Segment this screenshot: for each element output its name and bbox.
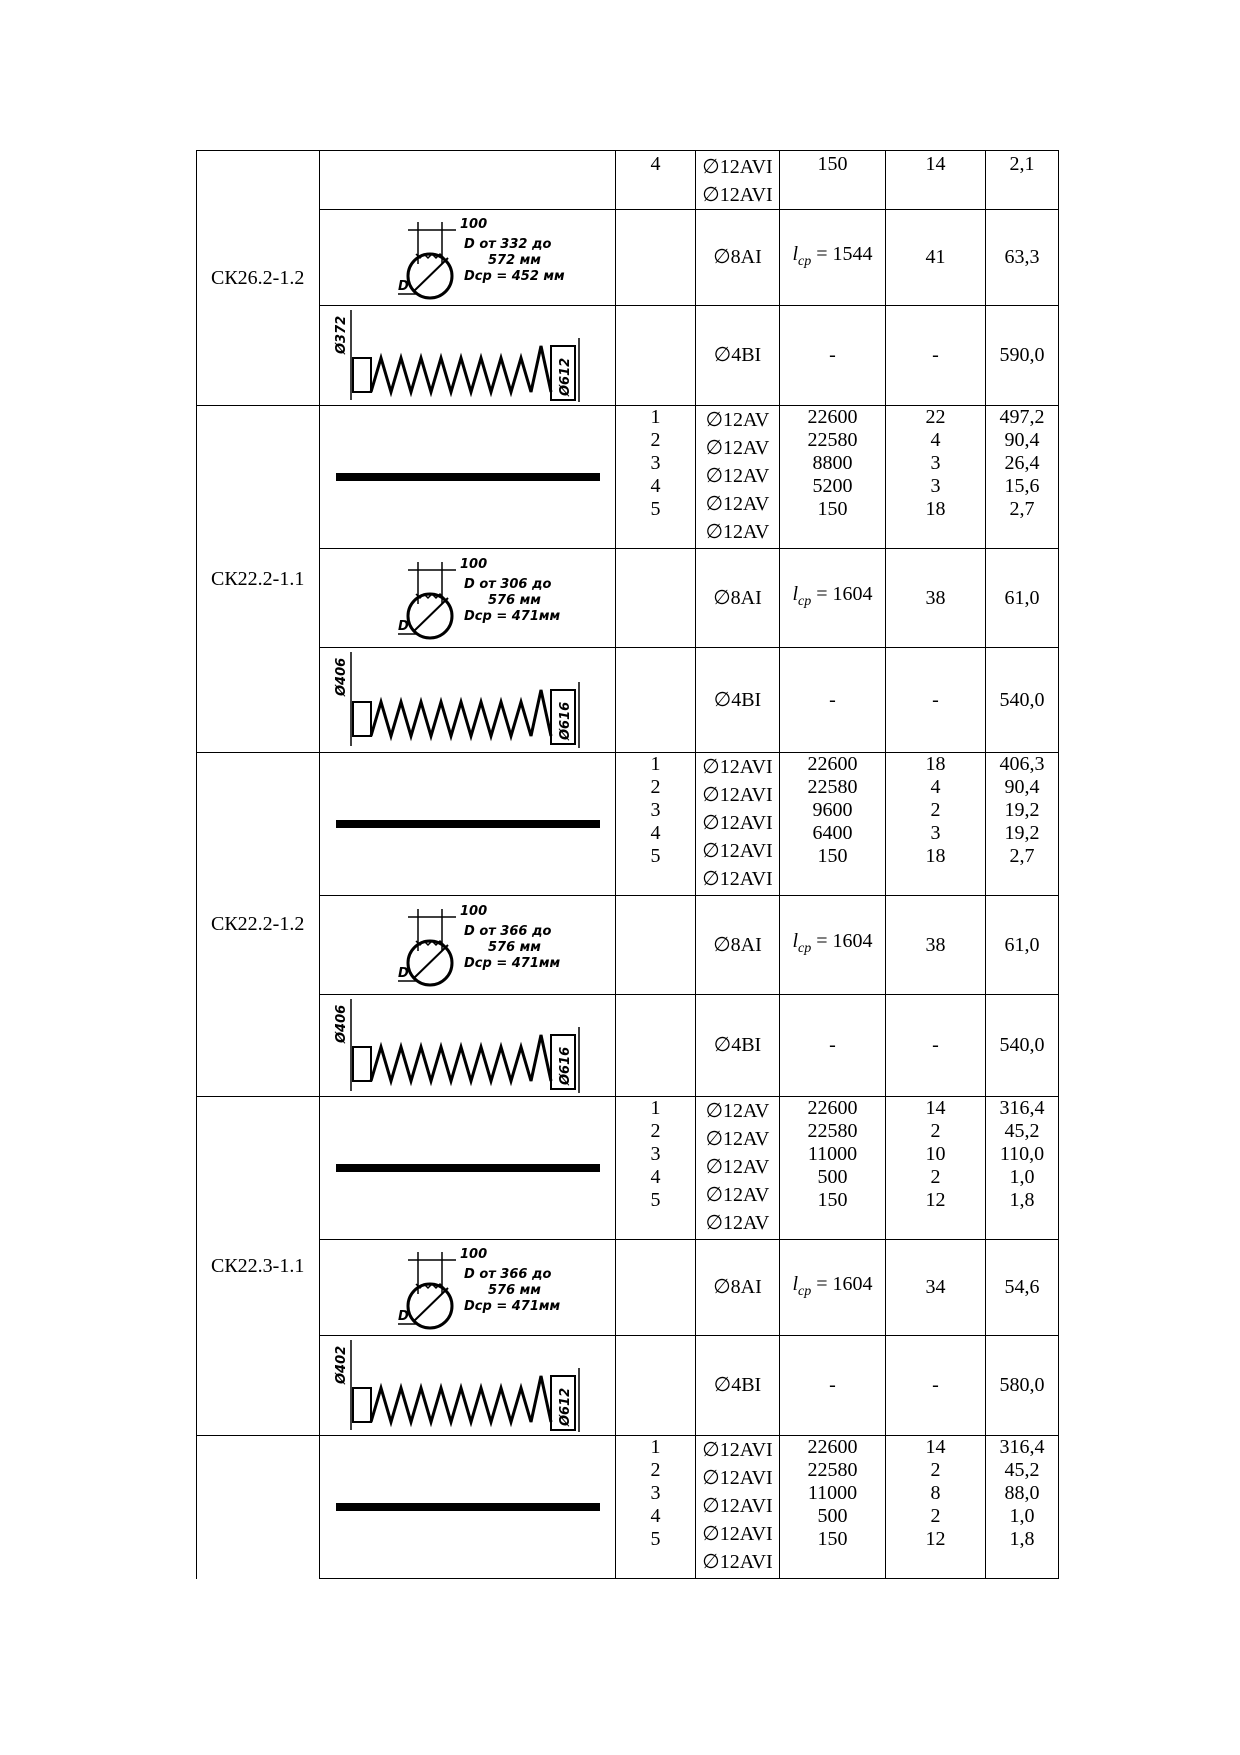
rod-drawing-cell (320, 753, 616, 896)
ring-drawing (368, 214, 568, 302)
steel-grade: ∅8AI (713, 586, 762, 609)
position-cell (616, 306, 696, 406)
steel-grade: ∅12AVI (702, 156, 773, 178)
steel-cell (696, 995, 780, 1097)
drawing-cell-empty (320, 151, 616, 210)
ring-drawing-cell (320, 549, 616, 648)
mass-cell (986, 753, 1059, 896)
count-cell (886, 995, 986, 1097)
dim-100-label: 100 (459, 1246, 487, 1262)
steel-cell (696, 1436, 780, 1579)
length-value: 500 (817, 1166, 848, 1188)
length-value: 150 (817, 845, 848, 867)
spiral-left-diameter: Ø406 (333, 1004, 349, 1043)
count-value: 2 (930, 1120, 941, 1142)
steel-cell (696, 896, 780, 995)
mass-value: 540,0 (999, 1034, 1045, 1056)
spiral-drawing-cell (320, 648, 616, 753)
steel-grade: ∅12AVI (702, 756, 773, 778)
lcp-label: l (792, 1272, 799, 1295)
position-number: 3 (650, 1482, 661, 1504)
mass-cell (986, 1336, 1059, 1436)
steel-grade: ∅8AI (713, 933, 762, 956)
count-cell (886, 210, 986, 306)
mass-value: 540,0 (999, 688, 1045, 711)
steel-grade: ∅12AV (705, 1184, 770, 1206)
count-value: 3 (930, 475, 941, 497)
steel-grade: ∅12AVI (702, 1495, 773, 1517)
lcp-subscript: ср (798, 594, 812, 609)
spiral-drawing (323, 997, 613, 1095)
steel-grade: ∅12AVI (702, 1467, 773, 1489)
length-value: - (829, 344, 836, 366)
count-cell (886, 1436, 986, 1579)
mass-value: 590,0 (999, 344, 1045, 366)
mass-cell (986, 648, 1059, 753)
steel-cell (696, 151, 780, 210)
mass-value: 19,2 (1004, 822, 1040, 844)
lcp-subscript: ср (798, 941, 812, 956)
length-value: 22600 (807, 753, 858, 775)
steel-grade: ∅12AV (705, 437, 770, 459)
count-value: 4 (930, 776, 941, 798)
count-cell (886, 151, 986, 210)
reinforcement-specification-table (196, 150, 1059, 1579)
spiral-drawing-cell (320, 1336, 616, 1436)
position-number: 5 (650, 498, 661, 520)
mass-value: 580,0 (999, 1374, 1045, 1396)
count-value: - (932, 1374, 939, 1396)
count-value: 14 (925, 1097, 946, 1119)
length-cell (780, 1436, 886, 1579)
length-value: 150 (817, 1189, 848, 1211)
steel-grade: ∅12AVI (702, 840, 773, 862)
length-value: 22600 (807, 1436, 858, 1458)
rod-drawing (336, 472, 600, 482)
count-value: 12 (925, 1189, 946, 1211)
length-value: 500 (817, 1505, 848, 1527)
table-row (197, 210, 1059, 306)
count-value: 14 (925, 153, 946, 175)
length-value: 22600 (807, 406, 858, 428)
mass-value: 316,4 (999, 1097, 1045, 1119)
rod-drawing-cell (320, 1436, 616, 1579)
spiral-right-diameter: Ø612 (557, 1387, 573, 1426)
count-value: - (932, 344, 939, 366)
mass-value: 90,4 (1004, 776, 1040, 798)
position-number: 3 (650, 452, 661, 474)
mass-cell (986, 1436, 1059, 1579)
length-cell (780, 406, 886, 549)
steel-grade: ∅12AVI (702, 784, 773, 806)
steel-grade: ∅12AV (705, 521, 770, 543)
count-value: 34 (925, 1276, 946, 1298)
position-number: 5 (650, 1528, 661, 1550)
lcp-value: = 1604 (816, 583, 873, 605)
product-mark: СК22.3-1.1 (211, 1254, 305, 1277)
mass-value: 15,6 (1004, 475, 1040, 497)
spiral-left-diameter: Ø372 (333, 315, 349, 354)
mass-value: 316,4 (999, 1436, 1045, 1458)
d-range-label: D от 306 до (463, 577, 551, 592)
product-mark: СК22.2-1.2 (211, 913, 305, 935)
ring-drawing-cell (320, 896, 616, 995)
steel-grade: ∅12AV (705, 465, 770, 487)
steel-cell (696, 1336, 780, 1436)
mass-cell (986, 549, 1059, 648)
position-cell (616, 1097, 696, 1240)
length-cell (780, 210, 886, 306)
count-cell (886, 648, 986, 753)
length-value: 11000 (807, 1482, 858, 1504)
steel-cell (696, 648, 780, 753)
position-number: 1 (650, 1436, 661, 1458)
steel-cell (696, 306, 780, 406)
table-row (197, 306, 1059, 406)
steel-grade: ∅12AVI (702, 184, 773, 206)
dim-100-label: 100 (459, 557, 487, 572)
count-value: - (932, 688, 939, 711)
mass-value: 88,0 (1004, 1482, 1040, 1504)
position-cell (616, 648, 696, 753)
mass-value: 1,8 (1009, 1528, 1035, 1550)
count-cell (886, 549, 986, 648)
count-value: 14 (925, 1436, 946, 1458)
position-number: 4 (650, 153, 661, 175)
count-cell (886, 1097, 986, 1240)
rod-drawing-cell (320, 406, 616, 549)
d-average-label: Dср = 452 мм (463, 268, 565, 284)
position-number: 2 (650, 776, 661, 798)
count-value: 3 (930, 452, 941, 474)
mass-value: 61,0 (1004, 933, 1040, 956)
d-range-label-2: 576 мм (487, 940, 541, 955)
mass-cell (986, 995, 1059, 1097)
position-cell (616, 1336, 696, 1436)
steel-cell (696, 1097, 780, 1240)
lcp-subscript: ср (798, 253, 812, 269)
ring-drawing (368, 554, 568, 642)
steel-grade: ∅12AV (705, 1128, 770, 1150)
steel-grade: ∅12AV (705, 1100, 770, 1122)
length-value: 9600 (812, 799, 853, 821)
steel-grade: ∅12AV (705, 409, 770, 431)
length-value: 22580 (807, 776, 858, 798)
mass-cell (986, 1097, 1059, 1240)
product-mark: СК22.2-1.1 (211, 567, 305, 590)
count-value: 18 (925, 845, 946, 867)
length-value: - (829, 1034, 836, 1056)
mass-value: 90,4 (1004, 429, 1040, 451)
mass-value: 406,3 (999, 753, 1045, 775)
position-number: 4 (650, 475, 661, 497)
steel-grade: ∅12AVI (702, 1523, 773, 1545)
ring-drawing (368, 1244, 568, 1332)
d-letter-label: D (397, 1308, 409, 1324)
position-cell (616, 896, 696, 995)
mass-value: 2,1 (1009, 153, 1035, 175)
length-value: - (829, 1374, 836, 1396)
lcp-value: = 1544 (816, 242, 873, 265)
position-number: 1 (650, 753, 661, 775)
table-row (197, 648, 1059, 753)
mass-cell (986, 1240, 1059, 1336)
dim-100-label: 100 (459, 904, 487, 919)
lcp-label: l (792, 583, 799, 605)
position-number: 1 (650, 1097, 661, 1119)
steel-grade: ∅8AI (713, 246, 762, 268)
table-row (197, 406, 1059, 549)
spiral-left-diameter: Ø402 (333, 1345, 349, 1384)
mass-value: 54,6 (1004, 1276, 1040, 1298)
count-value: 10 (925, 1143, 946, 1165)
count-cell (886, 406, 986, 549)
mass-value: 63,3 (1004, 246, 1040, 268)
ring-drawing (368, 901, 568, 989)
position-number: 2 (650, 1120, 661, 1142)
length-value: 22580 (807, 1120, 858, 1142)
mass-value: 45,2 (1004, 1459, 1040, 1481)
count-cell (886, 1240, 986, 1336)
d-range-label-2: 572 мм (487, 252, 541, 268)
spiral-drawing (323, 650, 613, 750)
length-value: 150 (817, 1528, 848, 1550)
d-average-label: Dср = 471мм (463, 956, 560, 971)
count-value: 2 (930, 1166, 941, 1188)
ring-drawing-cell (320, 210, 616, 306)
mass-cell (986, 306, 1059, 406)
position-number: 5 (650, 1189, 661, 1211)
rod-drawing-cell (320, 1097, 616, 1240)
product-mark-cell (197, 753, 320, 1097)
table-row (197, 1336, 1059, 1436)
count-value: 22 (925, 406, 946, 428)
mass-value: 1,0 (1009, 1166, 1035, 1188)
steel-cell (696, 210, 780, 306)
steel-cell (696, 1240, 780, 1336)
count-value: 41 (925, 246, 946, 268)
d-range-label: D от 366 до (463, 924, 551, 939)
position-cell (616, 406, 696, 549)
count-cell (886, 306, 986, 406)
spiral-right-diameter: Ø612 (557, 357, 573, 396)
d-letter-label: D (397, 966, 409, 981)
spiral-left-diameter: Ø406 (333, 657, 349, 696)
position-cell (616, 549, 696, 648)
d-letter-label: D (397, 278, 409, 294)
lcp-label: l (792, 242, 799, 265)
rod-drawing (336, 819, 600, 829)
position-number: 4 (650, 822, 661, 844)
length-value: 150 (817, 153, 848, 175)
mass-cell (986, 151, 1059, 210)
steel-grade: ∅12AV (705, 1212, 770, 1234)
product-mark-cell (197, 151, 320, 406)
dim-100-label: 100 (459, 216, 487, 232)
steel-cell (696, 549, 780, 648)
count-value: 18 (925, 498, 946, 520)
mass-value: 497,2 (999, 406, 1045, 428)
position-cell (616, 995, 696, 1097)
steel-grade: ∅4BI (713, 1374, 762, 1396)
table-row (197, 1436, 1059, 1579)
steel-grade: ∅12AV (705, 1156, 770, 1178)
count-value: 3 (930, 822, 941, 844)
table-row (197, 151, 1059, 210)
rod-drawing (336, 1502, 600, 1512)
mass-cell (986, 210, 1059, 306)
length-cell (780, 549, 886, 648)
d-range-label-2: 576 мм (487, 593, 541, 608)
lcp-value: = 1604 (816, 1272, 873, 1295)
count-value: 2 (930, 799, 941, 821)
count-value: 8 (930, 1482, 941, 1504)
length-value: 6400 (812, 822, 853, 844)
steel-grade: ∅12AV (705, 493, 770, 515)
length-cell (780, 896, 886, 995)
position-number: 4 (650, 1505, 661, 1527)
length-value: 22580 (807, 1459, 858, 1481)
count-value: 4 (930, 429, 941, 451)
lcp-subscript: ср (798, 1283, 812, 1299)
length-cell (780, 753, 886, 896)
position-cell (616, 753, 696, 896)
mass-value: 2,7 (1009, 845, 1035, 867)
steel-grade: ∅4BI (713, 344, 762, 366)
steel-grade: ∅12AVI (702, 1551, 773, 1573)
d-range-label: D от 332 до (463, 236, 551, 252)
mass-value: 19,2 (1004, 799, 1040, 821)
count-value: 2 (930, 1505, 941, 1527)
length-value: - (829, 688, 836, 711)
length-cell (780, 151, 886, 210)
position-number: 2 (650, 1459, 661, 1481)
product-mark: СК26.2-1.2 (211, 266, 305, 289)
length-cell (780, 306, 886, 406)
count-value: - (932, 1034, 939, 1056)
d-letter-label: D (397, 619, 409, 634)
count-value: 2 (930, 1459, 941, 1481)
position-number: 1 (650, 406, 661, 428)
count-cell (886, 1336, 986, 1436)
d-range-label: D от 366 до (463, 1266, 551, 1282)
table-row (197, 549, 1059, 648)
spiral-drawing-cell (320, 995, 616, 1097)
length-value: 22600 (807, 1097, 858, 1119)
d-average-label: Dср = 471мм (463, 1298, 560, 1314)
position-number: 4 (650, 1166, 661, 1188)
mass-value: 61,0 (1004, 586, 1040, 609)
mass-value: 110,0 (999, 1143, 1045, 1165)
steel-grade: ∅4BI (713, 1034, 762, 1056)
length-value: 5200 (812, 475, 853, 497)
position-number: 3 (650, 1143, 661, 1165)
mass-value: 45,2 (1004, 1120, 1040, 1142)
ring-drawing-cell (320, 1240, 616, 1336)
length-value: 11000 (807, 1143, 858, 1165)
position-number: 2 (650, 429, 661, 451)
count-cell (886, 753, 986, 896)
lcp-label: l (792, 930, 799, 952)
position-cell (616, 210, 696, 306)
steel-grade: ∅8AI (713, 1276, 762, 1298)
table-row (197, 1097, 1059, 1240)
spiral-right-diameter: Ø616 (557, 701, 573, 740)
rod-drawing (336, 1163, 600, 1173)
spiral-drawing (323, 1338, 613, 1434)
d-average-label: Dср = 471мм (463, 609, 560, 624)
position-cell (616, 1240, 696, 1336)
mass-value: 1,8 (1009, 1189, 1035, 1211)
steel-grade: ∅12AVI (702, 1439, 773, 1461)
position-cell (616, 1436, 696, 1579)
lcp-value: = 1604 (816, 930, 873, 952)
table-row (197, 896, 1059, 995)
count-cell (886, 896, 986, 995)
position-cell (616, 151, 696, 210)
steel-cell (696, 406, 780, 549)
mass-value: 26,4 (1004, 452, 1040, 474)
length-value: 22580 (807, 429, 858, 451)
product-mark-cell (197, 1436, 320, 1579)
length-value: 150 (817, 498, 848, 520)
count-value: 12 (925, 1528, 946, 1550)
position-number: 5 (650, 845, 661, 867)
steel-grade: ∅4BI (713, 688, 762, 711)
mass-cell (986, 896, 1059, 995)
product-mark-cell (197, 1097, 320, 1436)
length-cell (780, 1336, 886, 1436)
table-row (197, 753, 1059, 896)
product-mark-cell (197, 406, 320, 753)
spiral-drawing-cell (320, 306, 616, 406)
length-value: 8800 (812, 452, 853, 474)
spiral-drawing (323, 308, 613, 404)
count-value: 38 (925, 933, 946, 956)
steel-grade: ∅12AVI (702, 812, 773, 834)
count-value: 18 (925, 753, 946, 775)
d-range-label-2: 576 мм (487, 1282, 541, 1298)
length-cell (780, 648, 886, 753)
steel-cell (696, 753, 780, 896)
spiral-right-diameter: Ø616 (557, 1046, 573, 1085)
length-cell (780, 995, 886, 1097)
mass-value: 1,0 (1009, 1505, 1035, 1527)
length-cell (780, 1240, 886, 1336)
count-value: 38 (925, 586, 946, 609)
position-number: 3 (650, 799, 661, 821)
table-row (197, 995, 1059, 1097)
mass-cell (986, 406, 1059, 549)
length-cell (780, 1097, 886, 1240)
mass-value: 2,7 (1009, 498, 1035, 520)
steel-grade: ∅12AVI (702, 868, 773, 890)
table-row (197, 1240, 1059, 1336)
